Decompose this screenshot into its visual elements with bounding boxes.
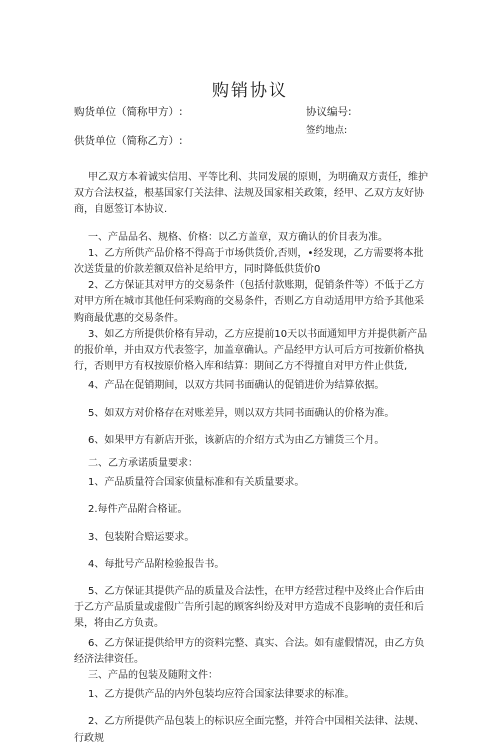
paragraph: 3、包装附合赔运要求。	[88, 531, 195, 543]
paragraph: 1、乙方提供产品的内外包装均应符合国家法律要求的标准。	[88, 689, 355, 701]
paragraph: 甲乙双方本着诚实信用、平等比利、共同发展的原则，为明确双方责任，维护双方合法权益，根基国家仃关法律、法规及国家相关政策，经甲、乙双方友好协商，自愿签订本协议.	[74, 172, 428, 216]
supplier-label: 供货单位（简称乙方）:	[74, 135, 183, 147]
paragraph: 3、如乙方所提供价格有异动，乙方应提前10天以书面通知甲方并提供新产品的报价单，并由双方代表签字，加盖章确认。产品经甲方认可后方可按新价格执行，否则甲方有权按原价格入库和结算：期间乙方不得擅自对甲方件止供货,	[74, 328, 428, 373]
paragraph: 一、产品品名、规格、价格：以乙方盖章，双方确认的价目表为准。	[88, 231, 388, 243]
paragraph: 6、如果甲方有新店开张，该新店的介绍方式为由乙方铺货三个月。	[88, 434, 385, 446]
paragraph: 2、乙方保证其对甲方的交易条件（包括付款账期，促销条件等）不低于乙方对甲方所在城市其他任何采购商的交易条件，否则乙方自动适用甲方给予其他采购商最优惠的交易条件。	[74, 280, 425, 324]
paragraph: 三、产品的包装及随附文件：	[88, 670, 218, 682]
paragraph: 4、产品在促销期间，以双方共同书面确认的促销进价为结算依据。	[88, 380, 385, 392]
paragraph: 4、每批号产品附检验报告书。	[88, 558, 225, 570]
document-title: 购销协议	[212, 81, 288, 101]
paragraph: 5、乙方保证其提供产品的质量及合法性，在甲方经营过程中及终止合作后由于乙方产品质量或虚假广告所引起的顾客纠纷及对甲方造成不良影响的责任和后果，将由乙方负责。	[74, 586, 425, 630]
paragraph: 二、乙方承诺质量要求：	[88, 458, 198, 470]
agreement-body	[74, 170, 430, 747]
agreement-no-label: 协议编号:	[306, 106, 352, 118]
paragraph: 6、乙方保证提供给甲方的资料完整、真实、合法。如有虚假情况，由乙方负经济法律资任。	[74, 637, 425, 665]
paragraph: 1、产品质量符合国家侦量标准和有关质量要求。	[88, 477, 305, 489]
paragraph: 1、乙方所供产品价格不得高于市场供货价,否则，•经发现，乙方需要将本批次送货量的价款差额双倍补足给甲方，同时降低供货价0	[74, 247, 424, 276]
buyer-label: 购货单位（简称甲方）:	[74, 106, 183, 118]
paragraph: 2、乙方所提供产品包装上的标识应全面完整，并符合中国相关法律、法规、行政规	[74, 716, 425, 744]
sign-place-label: 签约地点:	[306, 125, 348, 136]
paragraph: 5、如双方对价格存在对账差异，则以双方共同书面确认的价格为准。	[88, 407, 395, 419]
paragraph: 2.每件产品附合格证。	[88, 504, 188, 516]
